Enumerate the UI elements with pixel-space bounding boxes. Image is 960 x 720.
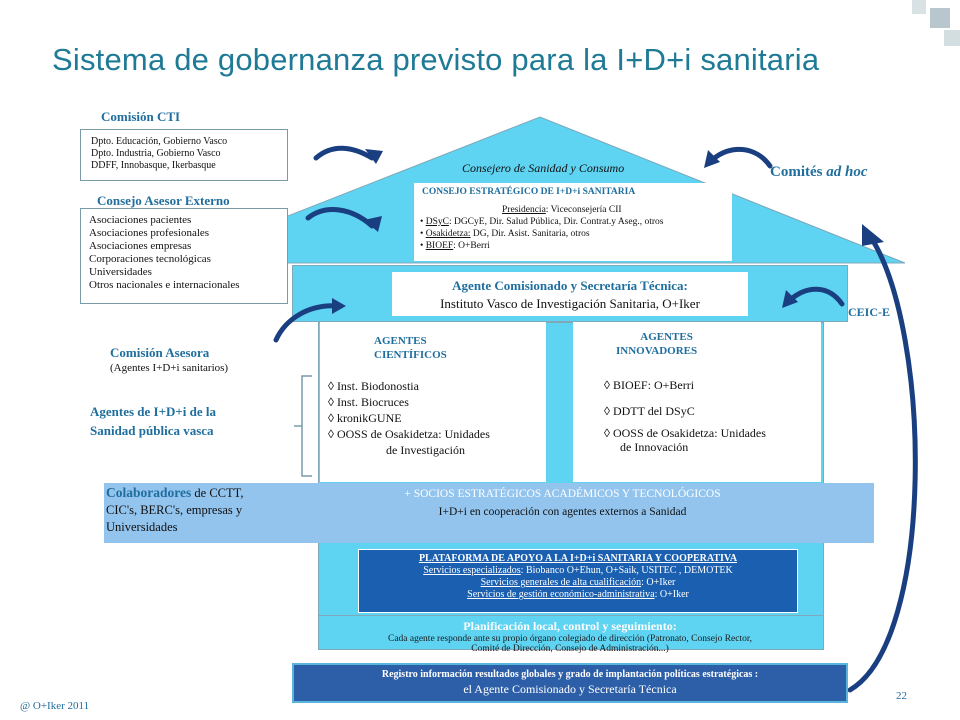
plataforma-row-label: Servicios especializados xyxy=(423,565,521,576)
page-number: 22 xyxy=(896,690,907,702)
roof-item: • BIOEF: O+Berri xyxy=(420,241,490,251)
colaboradores-text xyxy=(106,484,243,536)
plataforma-row-value: : Biobanco O+Ehun, O+Saik, USITEC , DEMOTEK xyxy=(520,565,733,576)
plataforma-box xyxy=(358,549,798,613)
arrowhead-icon xyxy=(332,298,346,314)
consejo-estrategico-title: CONSEJO ESTRATÉGICO DE I+D+i SANITARIA xyxy=(422,187,636,197)
plataforma-title: PLATAFORMA DE APOYO A LA I+D+i SANITARIA Y COOPERATIVA xyxy=(418,553,738,564)
list-item-text: BIOEF: O+Berri xyxy=(612,378,695,392)
list-item: Asociaciones empresas xyxy=(89,240,192,252)
agente-comisionado-title: Agente Comisionado y Secretaría Técnica: xyxy=(452,278,688,293)
consejo-asesor-box xyxy=(80,208,288,304)
list-item: Asociaciones profesionales xyxy=(89,227,210,239)
list-item-text: OOSS de Osakidetza: Unidades xyxy=(336,427,490,441)
comites-label-text: Comités xyxy=(770,164,827,180)
page-title: Sistema de gobernanza previsto para la I+D+i sanitaria xyxy=(52,42,820,77)
registro-title: Registro información resultados globales y grado de implantación políticas estratégicas : xyxy=(381,669,759,680)
list-item: Asociaciones pacientes xyxy=(89,214,192,226)
arrowhead-icon xyxy=(782,290,798,308)
comites-label xyxy=(770,164,868,181)
planificacion-line: Comité de Dirección, Consejo de Administración...) xyxy=(471,644,669,654)
agentes-cientificos-header xyxy=(374,334,447,362)
diamond-bullet-icon: ◊ xyxy=(328,427,334,441)
presidencia-value: : Viceconsejería CII xyxy=(545,205,622,215)
list-item xyxy=(328,394,490,410)
agente-comisionado-box xyxy=(392,272,748,316)
list-item xyxy=(328,378,490,394)
arrowhead-icon xyxy=(704,150,720,168)
comision-cti-box xyxy=(80,129,288,181)
arrow-cti-icon xyxy=(316,148,372,158)
footer-copyright: @ O+Iker 2011 xyxy=(20,700,90,712)
plataforma-row-value: : O+Iker xyxy=(641,577,676,588)
roof-item: • DSyC: DGCyE, Dir. Salud Pública, Dir. Contrat.y Aseg., otros xyxy=(420,217,664,227)
list-item-cont: de Investigación xyxy=(386,443,465,457)
arrow-ceic-icon xyxy=(790,289,842,304)
ceic-label: CEIC-E xyxy=(848,305,891,319)
planificacion-title: Planificación local, control y seguimiento: xyxy=(463,619,677,633)
list-item-text: Inst. Biodonostia xyxy=(336,379,419,393)
roof-item-label: DSyC xyxy=(425,217,449,227)
consejero-label: Consejero de Sanidad y Consumo xyxy=(462,161,625,175)
list-item xyxy=(328,426,490,442)
diamond-bullet-icon: ◊ xyxy=(604,426,610,440)
presidencia-label: Presidencia xyxy=(502,205,546,215)
roof-item-label: BIOEF xyxy=(425,241,454,251)
list-item xyxy=(604,403,766,419)
socios-title: + SOCIOS ESTRATÉGICOS ACADÉMICOS Y TECNOLÓGICOS xyxy=(404,488,721,500)
divider xyxy=(318,615,824,616)
list-item-text: kronikGUNE xyxy=(336,411,402,425)
colaboradores-label: Colaboradores xyxy=(106,485,192,500)
roof-item-label: Osakidetza: xyxy=(425,229,471,239)
agentes-sanidad-line: Agentes de I+D+i de la xyxy=(90,404,217,419)
comites-label-italic: ad hoc xyxy=(826,164,868,180)
colaboradores-line: Universidades xyxy=(106,520,178,534)
plataforma-row xyxy=(359,589,797,601)
diamond-bullet-icon: ◊ xyxy=(604,378,610,392)
list-item: Universidades xyxy=(89,266,152,278)
socios-subtitle: I+D+i en cooperación con agentes externos a Sanidad xyxy=(438,506,687,518)
list-item xyxy=(328,410,490,426)
header-line: AGENTES xyxy=(374,335,427,347)
header-line: AGENTES xyxy=(640,331,693,343)
arrow-comites-icon xyxy=(712,149,770,166)
plataforma-row-value: : O+Iker xyxy=(654,589,689,600)
planificacion-box xyxy=(318,617,822,657)
roof-item-value: : O+Berri xyxy=(453,241,490,251)
list-item-text: Inst. Biocruces xyxy=(336,395,409,409)
list-item: Corporaciones tecnológicas xyxy=(89,253,211,265)
agentes-sanidad-line: Sanidad pública vasca xyxy=(90,423,214,438)
bracket-icon xyxy=(302,376,312,476)
comision-asesora-sub: (Agentes I+D+i sanitarios) xyxy=(110,362,229,374)
agente-comisionado-subtitle: Instituto Vasco de Investigación Sanitaria, O+Iker xyxy=(440,296,700,311)
registro-subtitle: el Agente Comisionado y Secretaría Técnica xyxy=(463,682,677,696)
list-item: Dpto. Industria, Gobierno Vasco xyxy=(91,148,221,159)
registro-box xyxy=(292,663,848,703)
agentes-innovadores-list xyxy=(604,377,766,453)
agentes-cientificos-list xyxy=(328,378,490,458)
diamond-bullet-icon: ◊ xyxy=(328,411,334,425)
roof-item-value: : DGCyE, Dir. Salud Pública, Dir. Contrat.y Aseg., otros xyxy=(448,217,664,227)
list-item: DDFF, Innobasque, Ikerbasque xyxy=(91,160,216,171)
colaboradores-rest: de CCTT, xyxy=(191,486,244,500)
list-item-text: DDTT del DSyC xyxy=(612,404,695,418)
planificacion-line: Cada agente responde ante su propio órgano colegiado de dirección (Patronato, Consejo Rector, xyxy=(387,634,753,644)
diamond-bullet-icon: ◊ xyxy=(328,395,334,409)
plataforma-row xyxy=(359,577,797,589)
header-line: INNOVADORES xyxy=(616,345,698,357)
header-line: CIENTÍFICOS xyxy=(374,349,447,361)
plataforma-row-label: Servicios de gestión económico-administrativa xyxy=(467,589,655,600)
consejo-asesor-label: Consejo Asesor Externo xyxy=(97,193,230,208)
list-item xyxy=(604,425,766,441)
comision-cti-label: Comisión CTI xyxy=(101,109,181,124)
list-item xyxy=(604,377,766,393)
colaboradores-line: CIC's, BERC's, empresas y xyxy=(106,503,243,517)
colaboradores-line xyxy=(106,484,243,502)
list-item: Otros nacionales e internacionales xyxy=(89,279,240,291)
consejo-estrategico-box xyxy=(414,183,732,261)
agentes-innovadores-header xyxy=(616,330,698,358)
list-item-cont: de Innovación xyxy=(620,440,689,454)
roof-item-value: DG, Dir. Asist. Sanitaria, otros xyxy=(470,229,590,239)
agentes-sanidad-label xyxy=(90,402,216,440)
diamond-bullet-icon: ◊ xyxy=(604,404,610,418)
list-item-text: OOSS de Osakidetza: Unidades xyxy=(612,426,766,440)
plataforma-row-label: Servicios generales de alta cualificación xyxy=(480,577,642,588)
plataforma-row xyxy=(359,565,797,577)
comision-asesora-label: Comisión Asesora xyxy=(110,345,210,360)
roof-item: • Osakidetza: DG, Dir. Asist. Sanitaria, otros xyxy=(420,229,590,239)
list-item: Dpto. Educación, Gobierno Vasco xyxy=(91,136,228,147)
diamond-bullet-icon: ◊ xyxy=(328,379,334,393)
presidencia xyxy=(502,204,732,216)
arrowhead-icon xyxy=(862,224,884,246)
